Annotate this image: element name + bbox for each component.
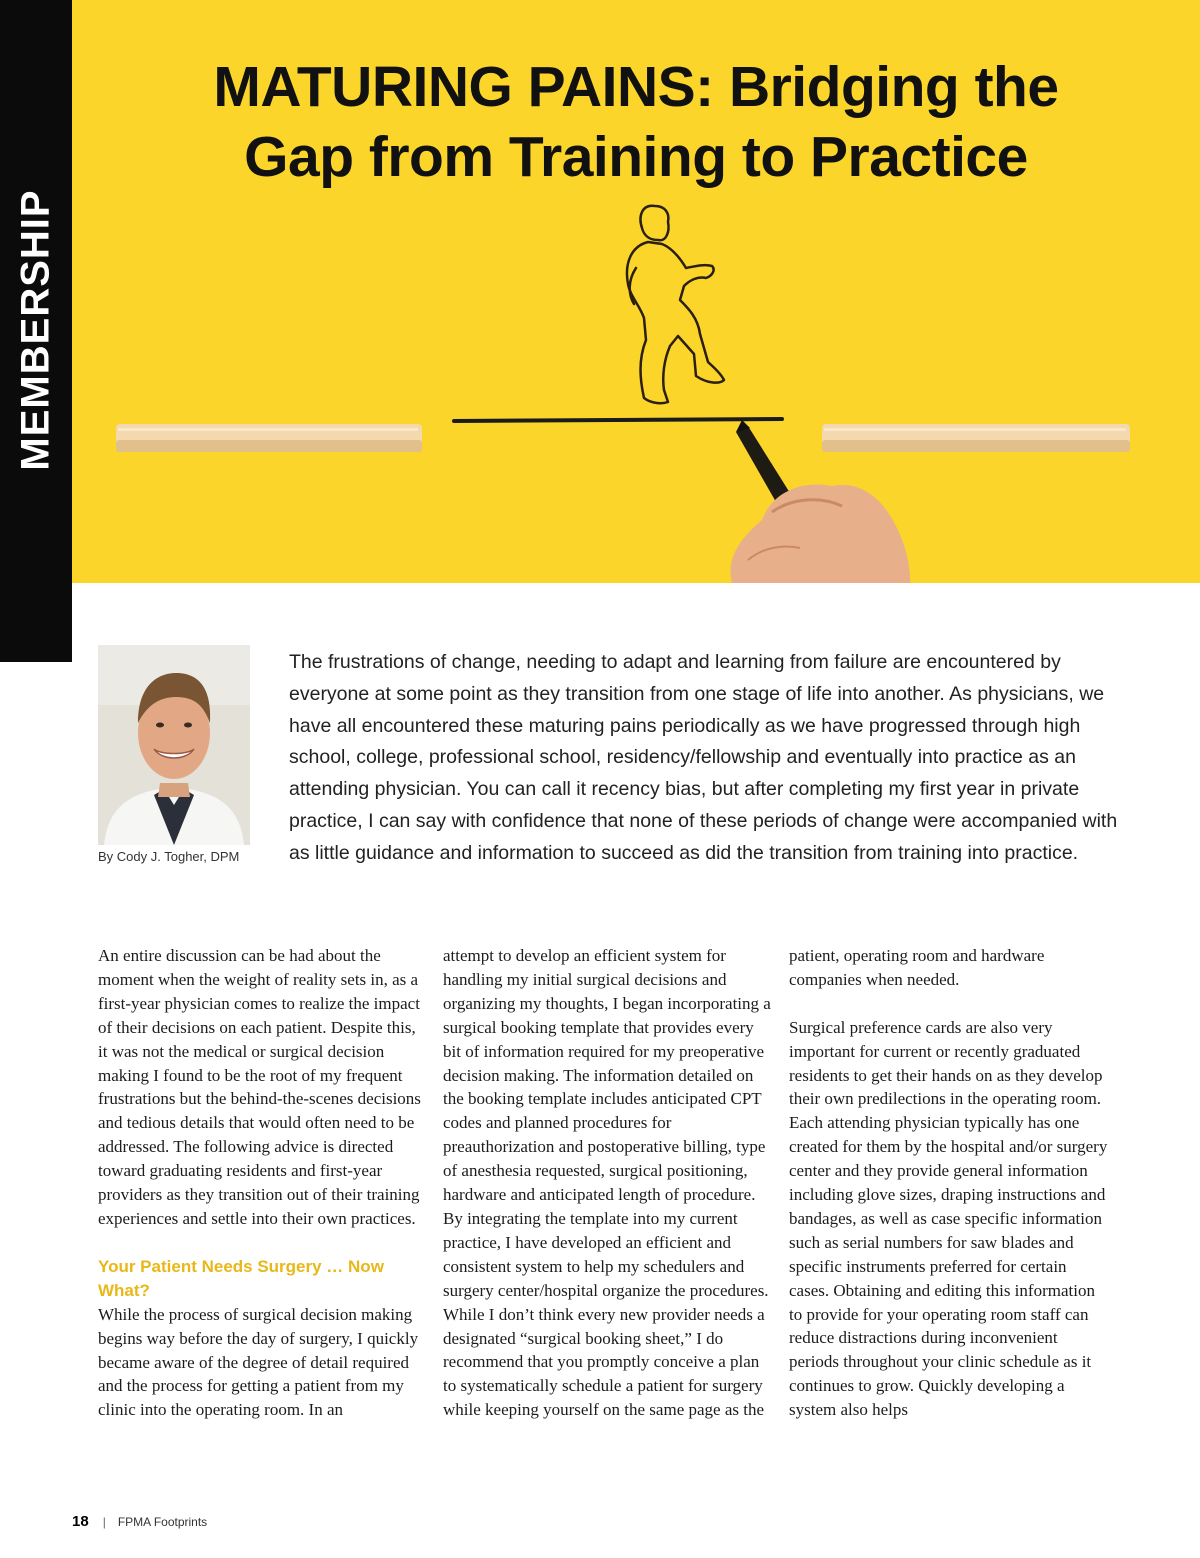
- article-title-line2: Gap from Training to Practice: [244, 125, 1028, 189]
- footer-separator: |: [102, 1514, 106, 1529]
- page-number: 18: [72, 1513, 89, 1530]
- author-photo: [98, 645, 250, 845]
- walking-figure: [627, 206, 724, 403]
- body-column-2: [443, 944, 773, 1422]
- lede-paragraph: The frustrations of change, needing to adapt and learning from failure are encountered by everyone at some point as they transition from one stage of life into another. As physicians, we have all encountered these maturing pains periodically as we have progressed through high school, college, professional school, residency/fellowship and eventually into practice as an attending physician. You can call it recency bias, but after completing my first year in private practice, I can say with confidence that none of these periods of change were accompanied with as little guidance and information to succeed as did the transition from training into practice.: [289, 651, 1118, 864]
- body-paragraph: Surgical preference cards are also very important for current or recently graduated residents to get their hands on as they develop their own predilections in the operating room. Each attending physician typically has one created for them by the hospital and/or surgery center and they provide general information including glove sizes, draping instructions and bandages, as well as case specific information such as serial numbers for saw blades and specific instruments preferred for certain cases. Obtaining and editing this information to provide for your operating room staff can reduce distractions during inconvenient periods throughout your clinic schedule as it continues to grow. Quickly developing a system also helps: [789, 1017, 1108, 1420]
- page-footer: [72, 1513, 207, 1530]
- left-wood-block: [116, 424, 422, 452]
- article-title-line1: MATURING PAINS: Bridging the: [213, 55, 1059, 119]
- body-paragraph: patient, operating room and hardware companies when needed.: [789, 946, 1045, 989]
- section-label: MEMBERSHIP: [13, 189, 58, 471]
- body-column-1: [98, 944, 428, 1422]
- publication-name: FPMA Footprints: [117, 1514, 208, 1529]
- hand: [730, 484, 910, 583]
- body-paragraph: An entire discussion can be had about the moment when the weight of reality sets in, as a first-year physician comes to realize the impact of their decisions on each patient. Despite this, it was not the medical or surgical decision making I found to be the root of my frequent frustrations but the behind-the-scenes decisions and tedious details that would often need to be addressed. The following advice is directed toward graduating residents and first-year providers as they transition out of their training experiences and settle into their own practices.: [98, 946, 421, 1228]
- drawn-bridge-line: [454, 419, 782, 421]
- body-paragraph: attempt to develop an efficient system for handling my initial surgical decisions and organizing my thoughts, I began incorporating a surgical booking template that provides every bit of information required for my preoperative decision making. The information detailed on the booking template includes anticipated CPT codes and planned procedures for preauthorization and postoperative billing, type of anesthesia requested, surgical positioning, hardware and anticipated length of procedure. By integrating the template into my current practice, I have developed an efficient and consistent system to help my schedulers and surgery center/hospital organize the procedures. While I don’t think every new provider needs a designated “surgical booking sheet,” I do recommend that you promptly conceive a plan to systematically schedule a patient for surgery while keeping yourself on the same page as the: [443, 946, 771, 1420]
- section-subhead: Your Patient Needs Surgery … Now What?: [98, 1256, 384, 1300]
- hero-banner: [72, 0, 1200, 583]
- section-tab: [0, 0, 72, 662]
- body-column-3: [789, 944, 1109, 1422]
- right-wood-block: [822, 424, 1130, 452]
- article-title: [72, 52, 1200, 192]
- body-paragraph: While the process of surgical decision making begins way before the day of surgery, I quickly became aware of the degree of detail required and the process for getting a patient from my clinic into the operating room. In an: [98, 1304, 419, 1420]
- byline: By Cody J. Togher, DPM: [98, 849, 240, 864]
